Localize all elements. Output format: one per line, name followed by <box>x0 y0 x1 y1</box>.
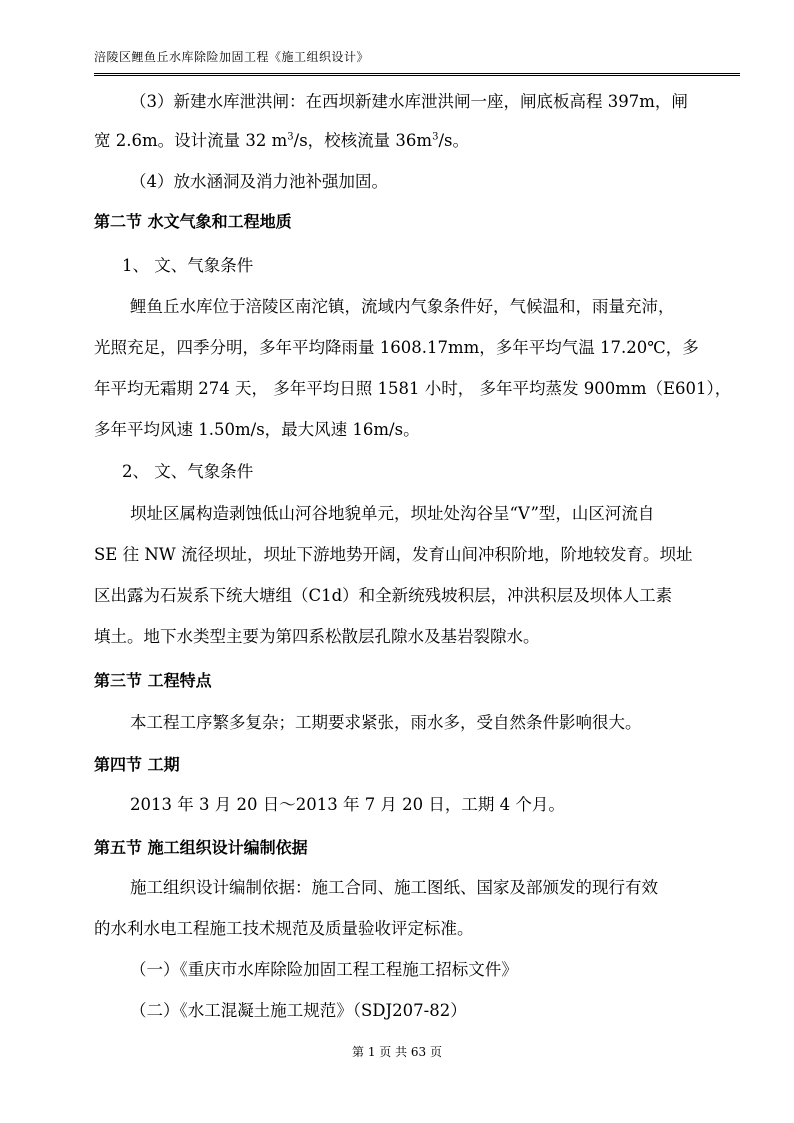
paragraph-line: 本工程工序繁多复杂；工期要求紧张，雨水多，受自然条件影响很大。 <box>130 713 642 732</box>
text-run: 宽 2.6m。设计流量 32 m <box>94 131 288 150</box>
page-number: 第 1 页 共 63 页 <box>352 1045 442 1059</box>
paragraph-line: 年平均无霜期 274 天， 多年平均日照 1581 小时， 多年平均蒸发 900mm（E601）， <box>94 379 732 398</box>
paragraph-line: 鲤鱼丘水库位于涪陵区南沱镇，流域内气象条件好，气候温和，雨量充沛， <box>130 297 675 316</box>
text-run: /s，校核流量 36m <box>293 131 433 150</box>
reference-item: （二）《水工混凝土施工规范》（SDJ207-82） <box>130 1001 467 1020</box>
paragraph-line: 的水利水电工程施工技术规范及质量验收评定标准。 <box>94 919 474 938</box>
paragraph-line: 多年平均风速 1.50m/s，最大风速 16m/s。 <box>94 420 420 439</box>
paragraph-line: 填土。地下水类型主要为第四系松散层孔隙水及基岩裂隙水。 <box>94 627 540 646</box>
paragraph-line: SE 往 NW 流径坝址，坝址下游地势开阔，发育山间冲积阶地，阶地较发育。坝址 <box>94 545 693 564</box>
paragraph-line: 区出露为石炭系下统大塘组（C1d）和全新统残坡积层，冲洪积层及坝体人工素 <box>94 586 673 605</box>
page-header: 涪陵区鲤鱼丘水库除险加固工程《施工组织设计》 <box>94 50 370 64</box>
superscript: 3 <box>287 131 294 143</box>
list-item: 1、 文、气象条件 <box>122 256 254 275</box>
header-rule <box>94 73 740 76</box>
paragraph-line: 施工组织设计编制依据：施工合同、施工图纸、国家及部颁发的现行有效 <box>130 878 658 897</box>
list-item: 2、 文、气象条件 <box>122 462 254 481</box>
reference-item: （一）《重庆市水库除险加固工程工程施工招标文件》 <box>130 960 518 979</box>
paragraph-line: （3）新建水库泄洪闸：在西坝新建水库泄洪闸一座，闸底板高程 397m，闸 <box>130 92 688 111</box>
paragraph-line: 光照充足，四季分明，多年平均降雨量 1608.17mm，多年平均气温 17.20℃，多 <box>94 338 699 357</box>
section-heading: 第五节 施工组织设计编制依据 <box>94 838 308 857</box>
section-heading: 第三节 工程特点 <box>94 671 212 690</box>
paragraph-line: 2013 年 3 月 20 日～2013 年 7 月 20 日，工期 4 个月。 <box>130 795 565 814</box>
paragraph-line: 坝址区属构造剥蚀低山河谷地貌单元，坝址处沟谷呈“V”型，山区河流自 <box>130 504 655 523</box>
superscript: 3 <box>432 131 439 143</box>
paragraph-line: （4）放水涵洞及消力池补强加固。 <box>130 172 388 191</box>
section-heading: 第四节 工期 <box>94 755 180 774</box>
paragraph-line <box>94 129 469 153</box>
text-run: /s。 <box>438 131 469 150</box>
section-heading: 第二节 水文气象和工程地质 <box>94 212 292 231</box>
